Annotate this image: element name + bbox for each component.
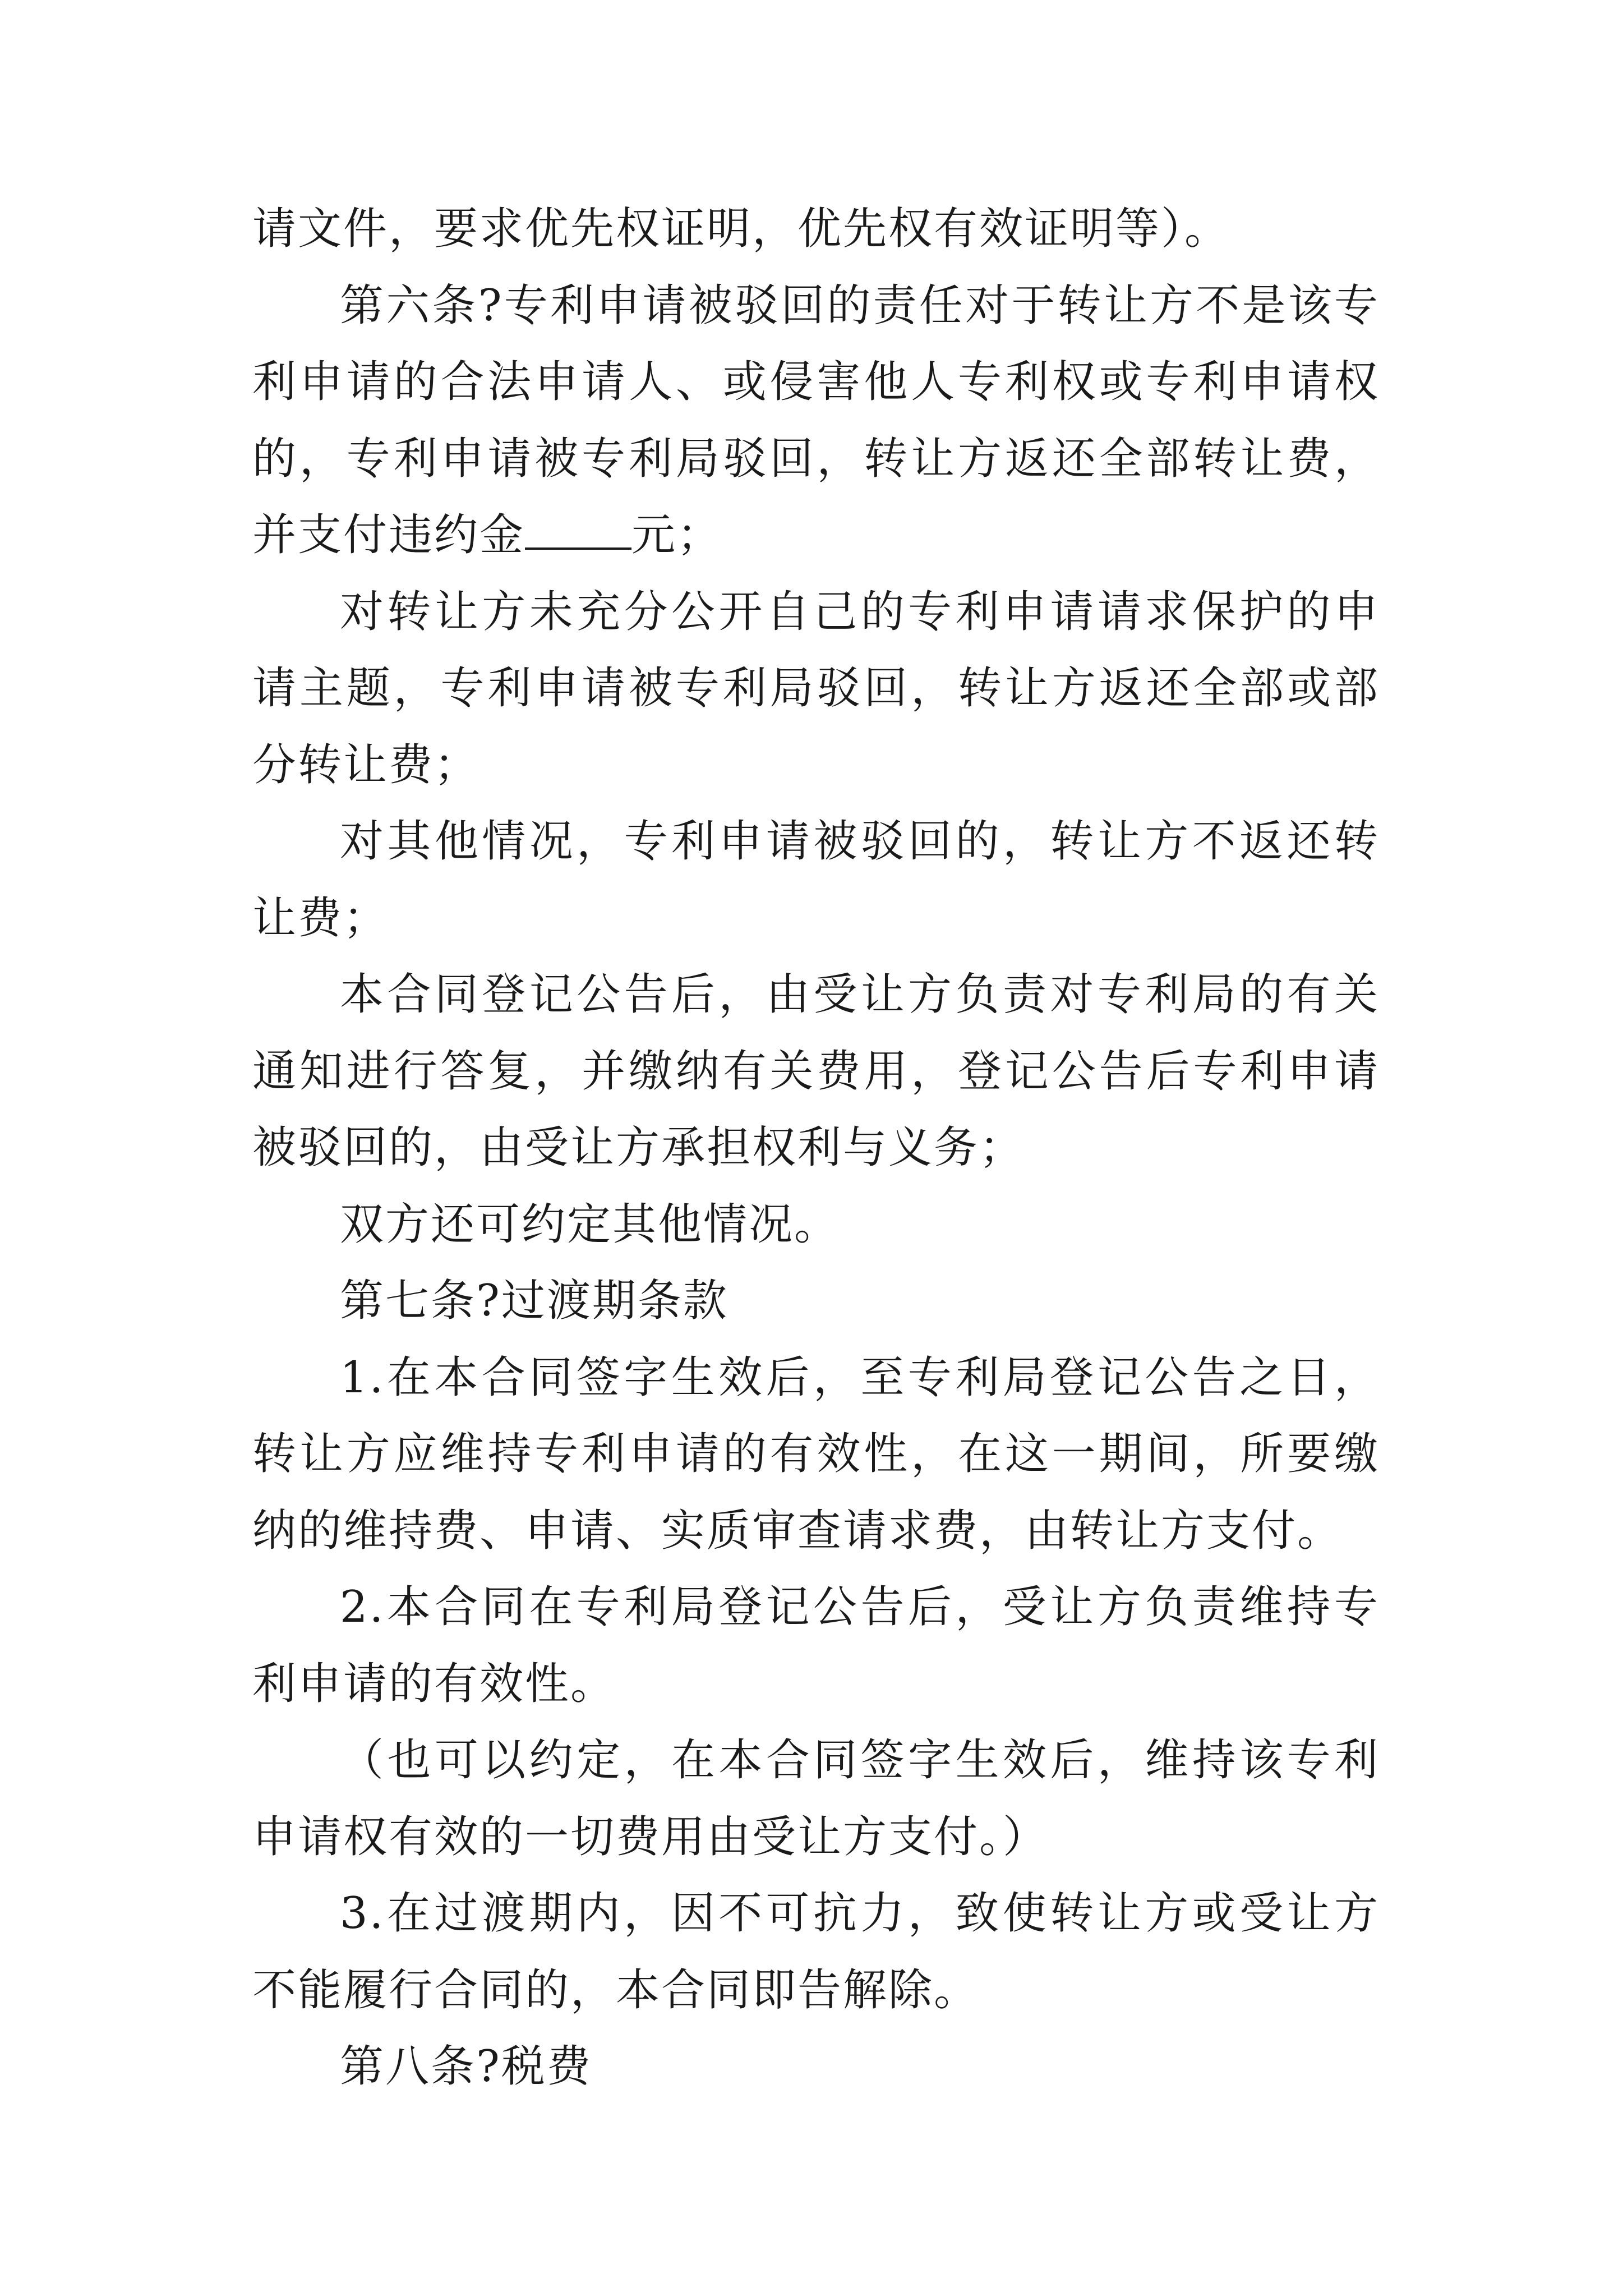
- amount-prefix: 金: [479, 510, 525, 560]
- clause-1-paragraph: 1.在本合同签字生效后，至专利局登记公告之日，转让方应维持专利申请的有效性，在这一期间，所要缴纳的维持费、申请、实质审查请求费，由转让方支付。: [252, 1352, 1380, 1556]
- paragraph-continuation: 请文件，要求优先权证明，优先权有效证明等）。: [252, 204, 1230, 254]
- clause-2-paragraph: 2.本合同在专利局登记公告后，受让方负责维持专利申请的有效性。: [252, 1582, 1380, 1709]
- article-seven-heading: 第七条?过渡期条款: [340, 1276, 728, 1326]
- clause-3-paragraph: 3.在过渡期内，因不可抗力，致使转让方或受让方不能履行合同的，本合同即告解除。: [252, 1888, 1380, 2016]
- other-agreement-paragraph: 双方还可约定其他情况。: [340, 1199, 840, 1250]
- clause-note-paragraph: （也可以约定，在本合同签字生效后，维持该专利申请权有效的一切费用由受让方支付。）: [252, 1735, 1380, 1862]
- article-six-paragraph: [252, 268, 1380, 574]
- registration-paragraph: 本合同登记公告后，由受让方负责对专利局的有关通知进行答复，并缴纳有关费用，登记公告后专利申请被驳回的，由受让方承担权利与义务；: [252, 969, 1380, 1173]
- other-situations-paragraph: 对其他情况，专利申请被驳回的，转让方不返还转让费；: [252, 816, 1380, 944]
- disclosure-paragraph: 对转让方未充分公开自己的专利申请请求保护的申请主题，专利申请被专利局驳回，转让方返还全部或部分转让费；: [252, 586, 1380, 790]
- document-body: [252, 191, 1380, 2105]
- article-six-text: 第六条?专利申请被驳回的责任对于转让方不是该专利申请的合法申请人、或侵害他人专利权或专利申请权的，专利申请被专利局驳回，转让方返还全部转让费，并支付违约: [252, 280, 1380, 560]
- amount-blank: [525, 514, 631, 550]
- article-eight-heading: 第八条?税费: [340, 2041, 592, 2092]
- amount-suffix: 元；: [631, 510, 723, 560]
